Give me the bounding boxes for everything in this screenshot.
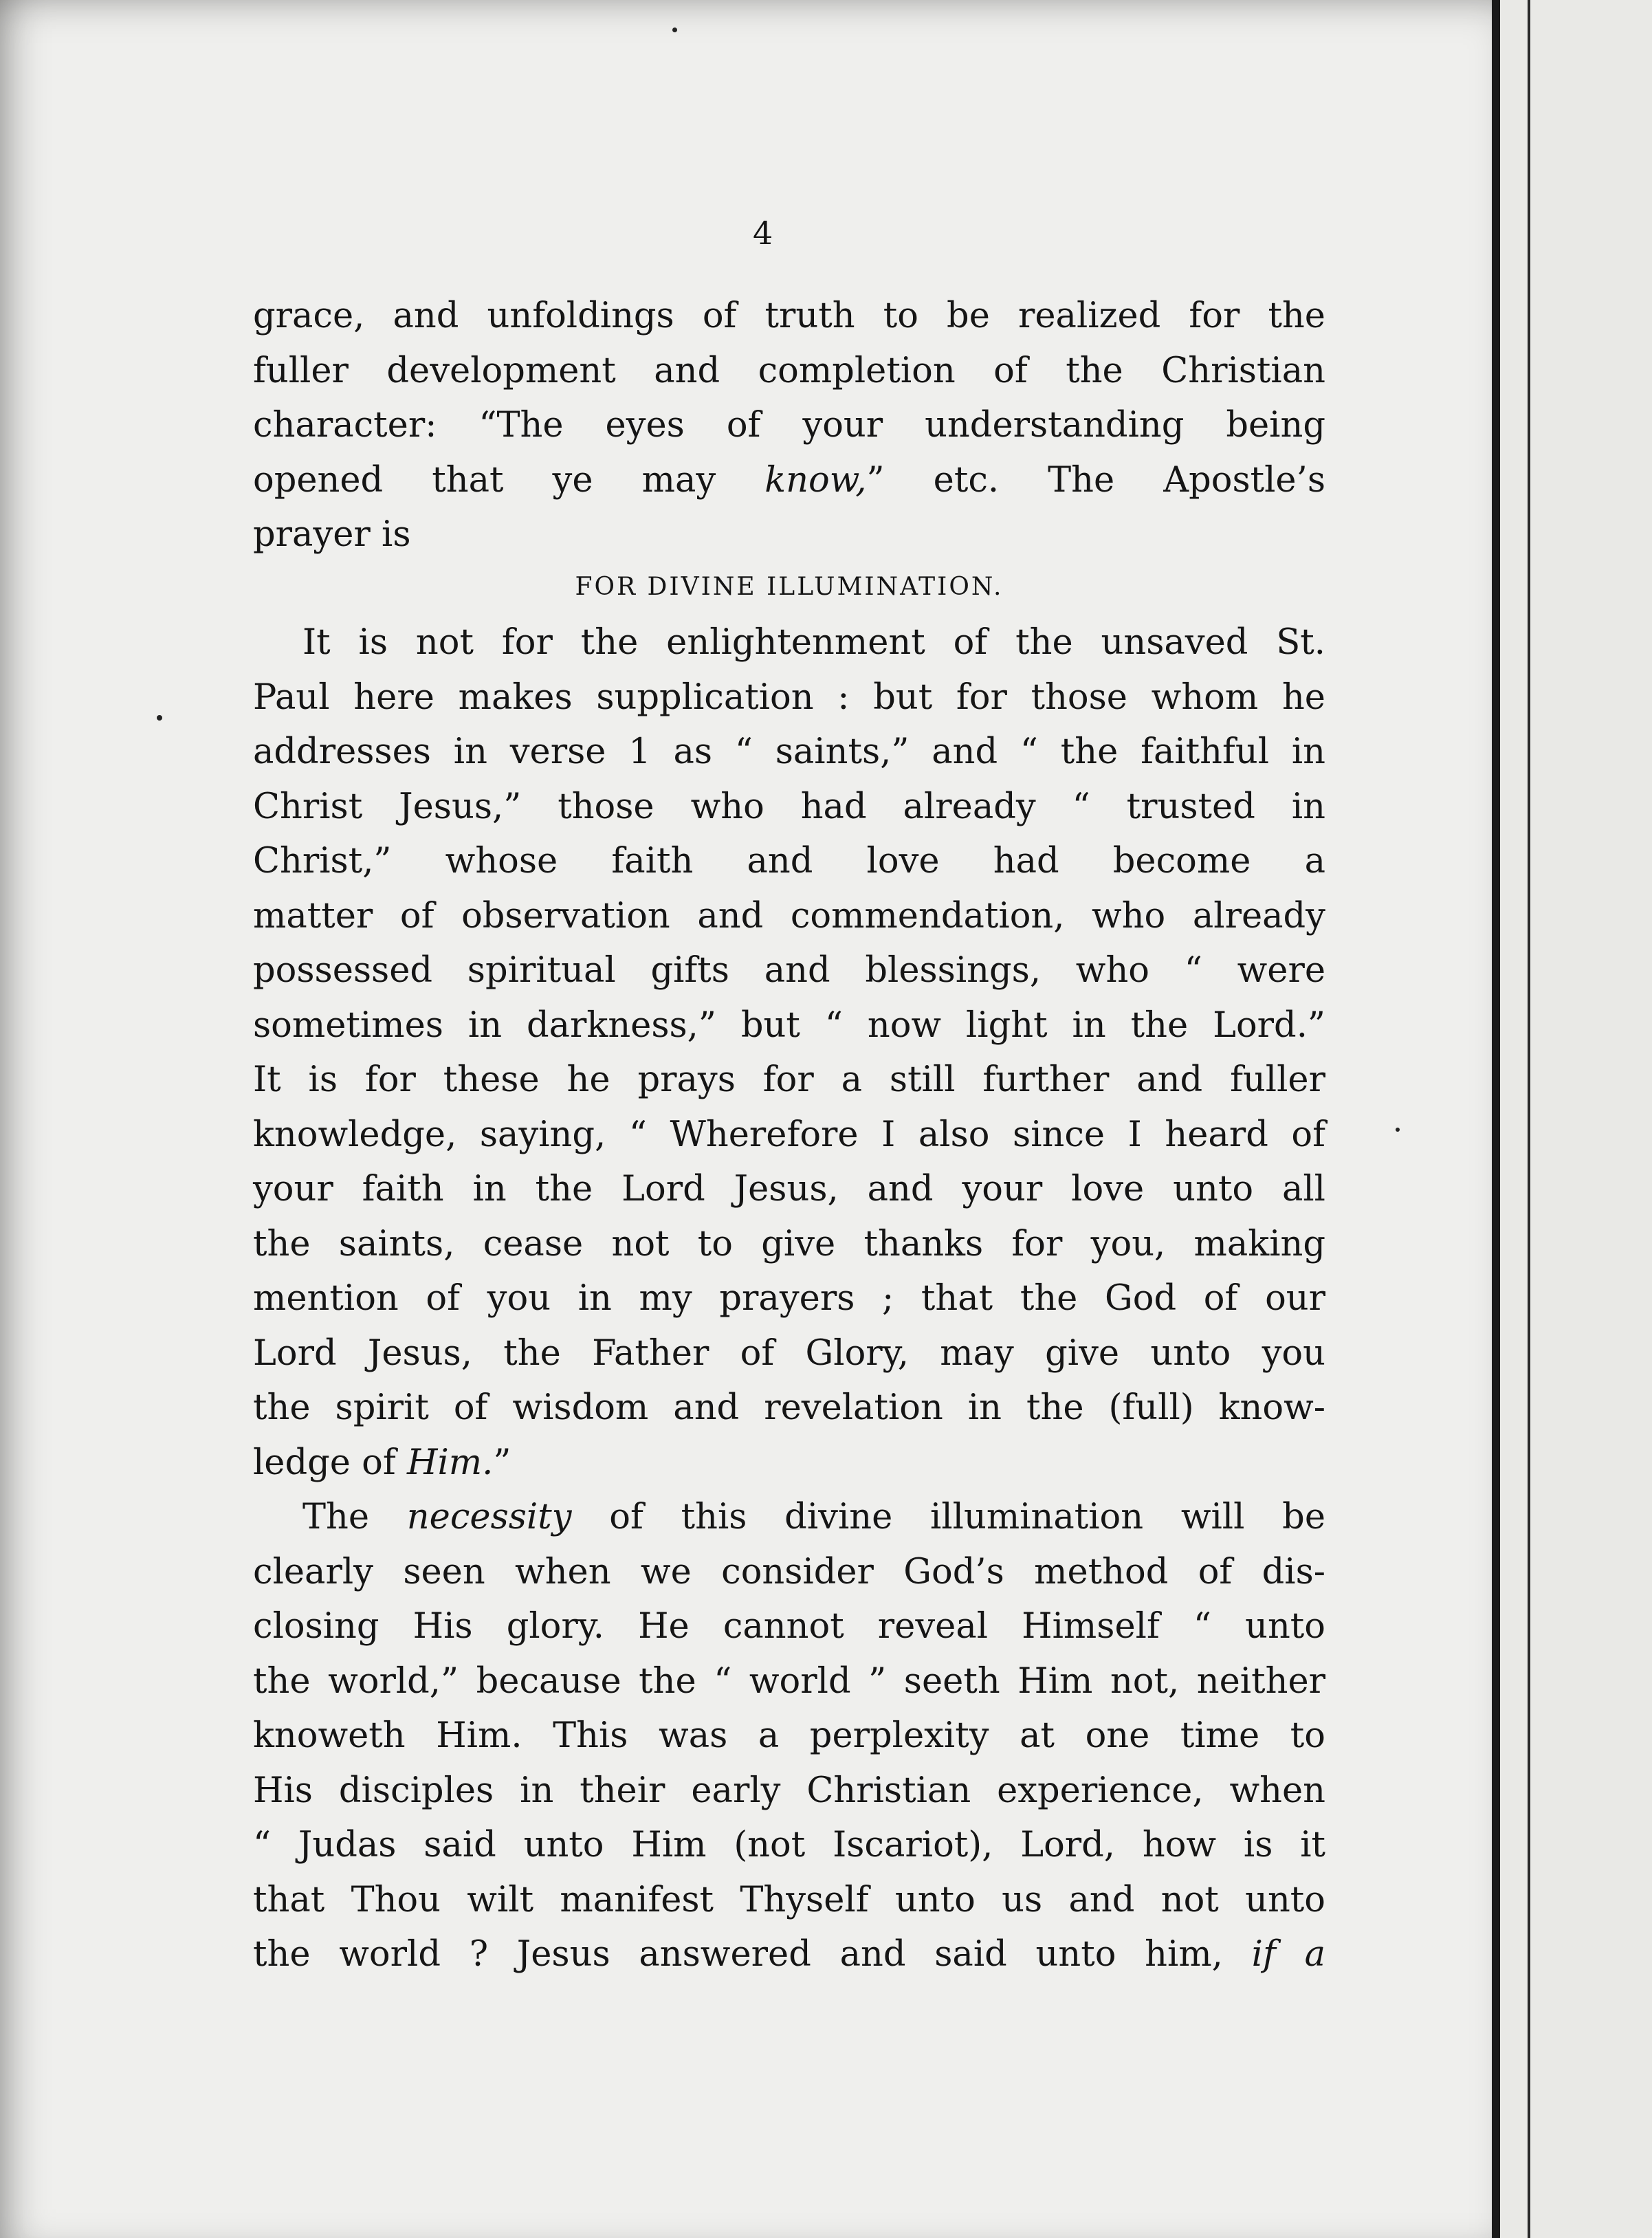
text-line: sometimes in darkness,” but “ now light in the Lord.” [253,1005,1325,1046]
text-line: matter of observation and commendation, who already [253,895,1325,936]
paragraph-3 [253,1490,1325,1982]
text-line: His disciples in their early Christian experience, when [253,1770,1325,1811]
text-line [253,1490,1325,1545]
text-line: fuller development and completion of the Christian [253,350,1325,391]
section-heading: FOR DIVINE ILLUMINATION. [575,572,1004,601]
emphasis-know: know, [764,459,867,501]
text-line: “ Judas said unto Him (not Iscariot), Lord, how is it [253,1825,1325,1865]
paragraph-2 [253,615,1325,1490]
adjacent-page-edge [1500,0,1652,2238]
ink-speck [1396,1128,1400,1132]
text-line: addresses in verse 1 as “ saints,” and “ the faithful in [253,732,1325,772]
ink-speck [157,715,162,721]
text-run: opened that ye may [253,459,716,501]
text-line [253,1436,1325,1491]
text-run: The [302,1497,370,1537]
paragraph-1 [253,289,1325,562]
emphasis-necessity: necessity [406,1497,572,1537]
text-line: the world,” because the “ world ” seeth Him not, neither [253,1660,1325,1702]
text-line: mention of you in my prayers ; that the God of our [253,1278,1325,1319]
text-line: your faith in the Lord Jesus, and your love unto all [253,1169,1325,1209]
text-line [253,453,1325,508]
text-line: It is for these he prays for a still further and fuller [253,1060,1325,1100]
text-run: the world ? Jesus answered and said unto him, [253,1934,1223,1975]
page-gutter-shadow [1492,0,1500,2238]
text-line [253,1927,1325,1982]
text-line: clearly seen when we consider God’s method of dis- [253,1551,1325,1592]
text-line: It is not for the enlightenment of the unsaved St. [302,622,1325,663]
text-run: ledge of [253,1442,396,1483]
emphasis-if-a: if a [1251,1934,1325,1975]
adjacent-page-rule [1528,0,1530,2238]
body-text [253,289,1325,1982]
text-line: grace, and unfoldings of truth to be realized for the [253,296,1325,336]
emphasis-him: Him. [406,1442,494,1483]
text-run: of this divine illumination will be [609,1497,1325,1537]
text-line: character: “The eyes of your understanding being [253,405,1325,446]
text-run: ” etc. The Apostle’s [866,459,1325,501]
text-line: Christ,” whose faith and love had become a [253,841,1325,881]
text-run: ” [493,1442,511,1483]
text-line: knowledge, saying, “ Wherefore I also since I heard of [253,1114,1325,1155]
page-number: 4 [753,215,773,252]
text-line: Christ Jesus,” those who had already “ trusted in [253,786,1325,827]
text-line: possessed spiritual gifts and blessings, who “ were [253,950,1325,991]
text-line: prayer is [253,514,411,555]
text-line: knoweth Him. This was a perplexity at one time to [253,1715,1325,1756]
text-line: that Thou wilt manifest Thyself unto us and not unto [253,1879,1325,1920]
text-line: the saints, cease not to give thanks for you, making [253,1223,1325,1264]
text-line: closing His glory. He cannot reveal Himself “ unto [253,1606,1325,1647]
text-line: the spirit of wisdom and revelation in the (full) know- [253,1387,1325,1428]
ink-speck [672,28,677,32]
text-line: Lord Jesus, the Father of Glory, may give unto you [253,1332,1325,1374]
text-line: Paul here makes supplication : but for those whom he [253,677,1325,718]
